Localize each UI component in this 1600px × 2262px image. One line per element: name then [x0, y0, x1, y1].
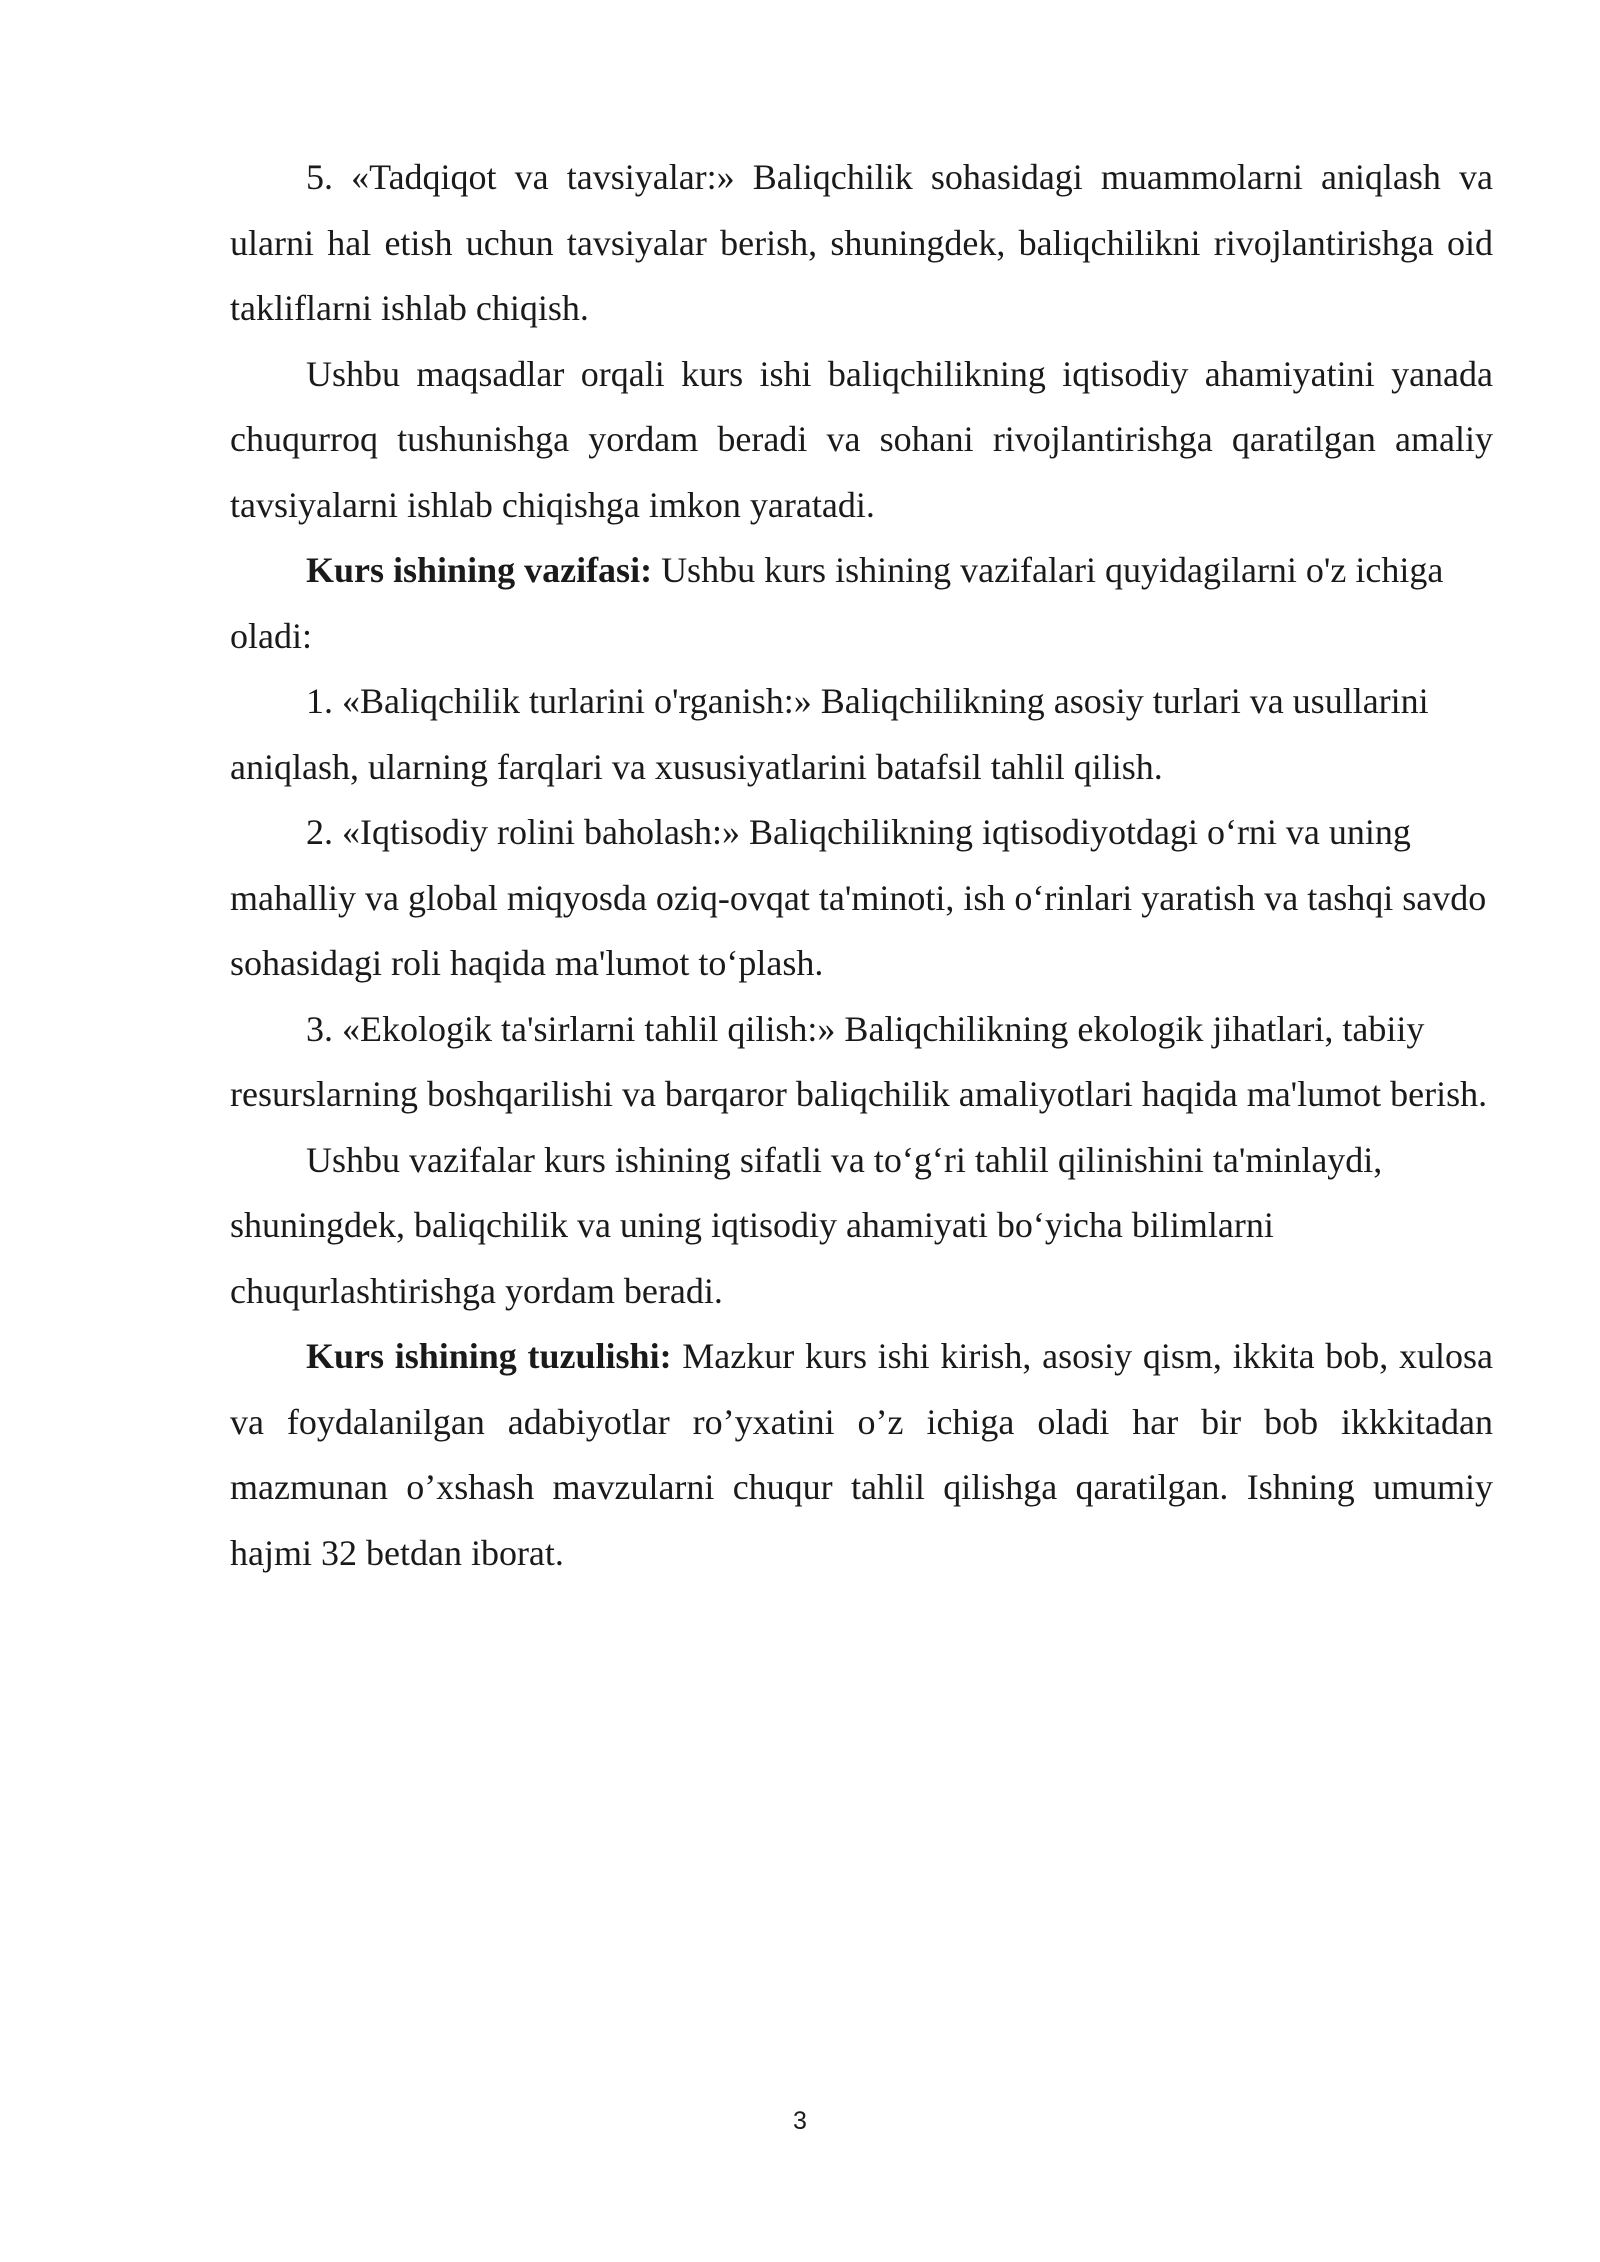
paragraph-research-recommendations [230, 145, 1493, 342]
paragraph-tasks-intro [230, 538, 1493, 669]
paragraph-heading: Kurs ishining vazifasi: [306, 550, 653, 590]
paragraph-task-3 [230, 997, 1493, 1128]
paragraph-text: Ushbu vazifalar kurs ishining sifatli va to‘g‘ri tahlil qilinishini ta'minlaydi, shuningdek, baliqchilik va uning iqtisodiy ahamiyati bo‘yicha bilimlarni chuqurlashtirishga yordam beradi. [230, 1139, 1383, 1311]
paragraph-tasks-summary [230, 1128, 1493, 1325]
paragraph-heading: Kurs ishining tuzulishi: [306, 1336, 672, 1376]
paragraph-text: Ushbu kurs ishining vazifalari quyidagilarni o'z ichiga oladi: [230, 550, 1444, 656]
paragraph-task-1 [230, 669, 1493, 800]
page-body [230, 145, 1493, 1586]
paragraph-task-2 [230, 800, 1493, 997]
paragraph-text: 3. «Ekologik ta'sirlarni tahlil qilish:» Baliqchilikning ekologik jihatlari, tabiiy resurslarning boshqarilishi va barqaror baliqchilik amaliyotlari haqida ma'lumot berish. [230, 1008, 1488, 1114]
paragraph-text: 2. «Iqtisodiy rolini baholash:» Baliqchilikning iqtisodiyotdagi o‘rni va uning mahalliy va global miqyosda oziq-ovqat ta'minoti, ish o‘rinlari yaratish va tashqi savdo sohasidagi roli haqida ma'lumot to‘plash. [230, 812, 1487, 983]
paragraph-structure [230, 1324, 1493, 1586]
paragraph-text: Ushbu maqsadlar orqali kurs ishi baliqchilikning iqtisodiy ahamiyatini yanada chuqurroq tushunishga yordam beradi va sohani rivojlantirishga qaratilgan amaliy tavsiyalarni ishlab chiqishga imkon yaratadi. [230, 353, 1493, 525]
paragraph-goals-summary [230, 342, 1493, 539]
paragraph-text: Mazkur kurs ishi kirish, asosiy qism, ikkita bob, xulosa va foydalanilgan adabiyotlar ro’yxatini o’z ichiga oladi har bir bob ikkkitadan mazmunan o’xshash mavzularni chuqur tahlil qilishga qaratilgan. Ishning umumiy hajmi 32 betdan iborat. [230, 1336, 1493, 1573]
paragraph-text: 1. «Baliqchilik turlarini o'rganish:» Baliqchilikning asosiy turlari va usullarini aniqlash, ularning farqlari va xususiyatlarini batafsil tahlil qilish. [230, 681, 1429, 787]
paragraph-text: 5. «Tadqiqot va tavsiyalar:» Baliqchilik sohasidagi muammolarni aniqlash va ularni hal etish uchun tavsiyalar berish, shuningdek, baliqchilikni rivojlantirishga oid takliflarni ishlab chiqish. [230, 157, 1493, 328]
page-number: 3 [793, 2107, 807, 2135]
